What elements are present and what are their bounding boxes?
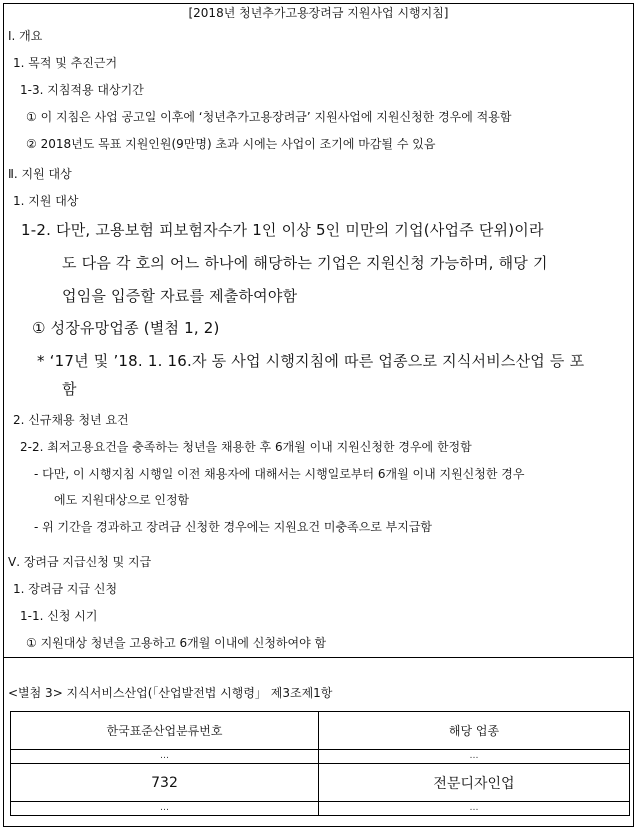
section-2-1-2-note-line-2: 함 [62, 380, 77, 398]
table-row [11, 750, 630, 764]
document-title: [2018년 청년추가고용장려금 지원사업 시행지침] [188, 6, 449, 20]
section-1-1-3: 1-3. 지침적용 대상기간 [20, 83, 144, 97]
document-page [3, 3, 634, 827]
attachment-3-title: <별첨 3> 지식서비스산업(「산업발전법 시행령」 제3조제1항 [8, 686, 333, 700]
header-industry-code: 한국표준산업분류번호 [11, 712, 319, 750]
section-2-heading: Ⅱ. 지원 대상 [8, 167, 72, 181]
section-1-1-3-item-2: ② 2018년도 목표 지원인원(9만명) 초과 시에는 사업이 조기에 마감될 수 있음 [26, 137, 436, 151]
section-2-2: 2. 신규채용 청년 요건 [13, 413, 129, 427]
section-2-2-2-item-1-line-2: 에도 지원대상으로 인정함 [54, 493, 190, 507]
section-2-1-2-item-1: ① 성장유망업종 (별첨 1, 2) [32, 319, 220, 337]
section-1-heading: Ⅰ. 개요 [8, 29, 43, 43]
section-1-1-3-item-1: ① 이 지침은 사업 공고일 이후에 ‘청년추가고용장려금’ 지원사업에 지원신청한 경우에 적용함 [26, 110, 512, 124]
table-cell-code: … [11, 802, 319, 816]
table-row [11, 764, 630, 802]
attachment-3-table [10, 711, 630, 816]
section-2-1-2-note-line-1: * ‘17년 및 ’18. 1. 16.자 동 사업 시행지침에 따른 업종으로 지식서비스산업 등 포 [37, 352, 585, 370]
table-cell-industry: … [319, 750, 630, 764]
section-2-2-2-item-1-line-1: - 다만, 이 시행지침 시행일 이전 채용자에 대해서는 시행일로부터 6개월 이내 지원신청한 경우 [34, 467, 525, 481]
table-cell-industry: 전문디자인업 [319, 764, 630, 802]
section-2-1-2-line-2: 도 다음 각 호의 어느 하나에 해당하는 기업은 지원신청 가능하며, 해당 기 [62, 254, 548, 272]
table-header-row [11, 712, 630, 750]
section-5-1-1-item-1: ① 지원대상 청년을 고용하고 6개월 이내에 신청하여야 함 [26, 636, 327, 650]
table-row [11, 802, 630, 816]
section-2-2-2-item-2: - 위 기간을 경과하고 장려금 신청한 경우에는 지원요건 미충족으로 부지급함 [34, 520, 433, 534]
table-cell-code: 732 [11, 764, 319, 802]
table-cell-code: … [11, 750, 319, 764]
section-2-1: 1. 지원 대상 [13, 194, 79, 208]
guideline-excerpt-box [4, 4, 633, 658]
section-1-1: 1. 목적 및 추진근거 [13, 56, 118, 70]
section-2-1-2-line-1: 1-2. 다만, 고용보험 피보험자수가 1인 이상 5인 미만의 기업(사업주 단위)이라 [21, 221, 544, 239]
header-industry-name: 해당 업종 [319, 712, 630, 750]
section-2-1-2-line-3: 업임을 입증할 자료를 제출하여야함 [62, 287, 298, 305]
section-5-1-1: 1-1. 신청 시기 [20, 609, 98, 623]
section-5-1: 1. 장려금 지급 신청 [13, 582, 118, 596]
table-cell-industry: … [319, 802, 630, 816]
section-5-heading: Ⅴ. 장려금 지급신청 및 지급 [8, 555, 152, 569]
section-2-2-2: 2-2. 최저고용요건을 충족하는 청년을 채용한 후 6개월 이내 지원신청한 경우에 한정함 [20, 440, 472, 454]
